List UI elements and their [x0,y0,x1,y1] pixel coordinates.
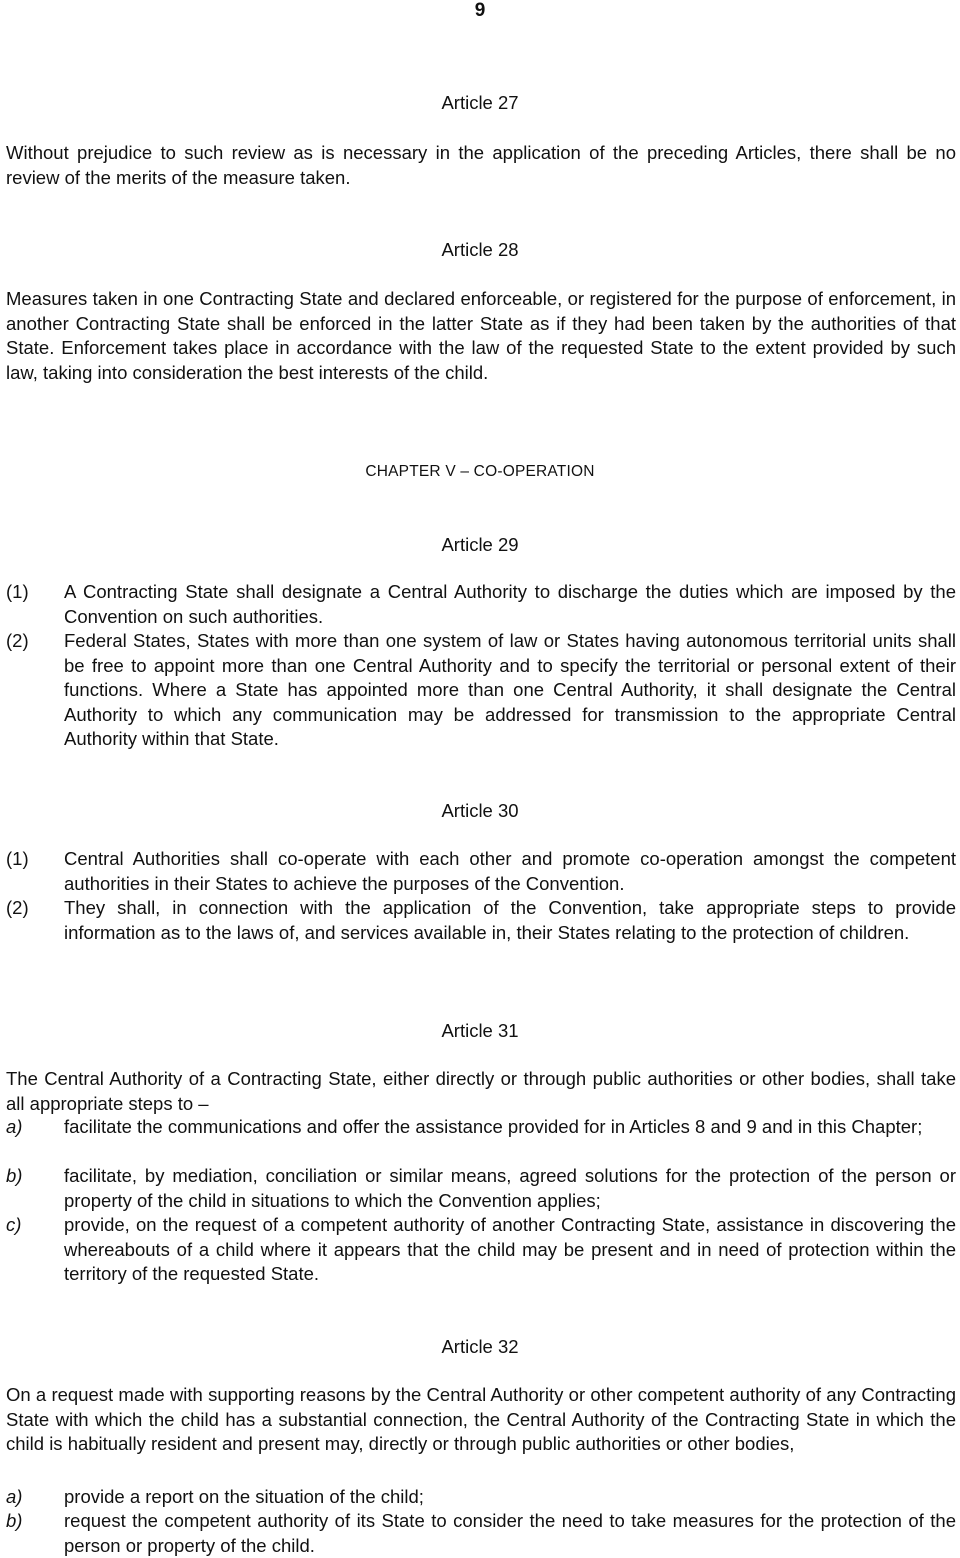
item-marker: (1) [6,848,29,869]
article-30-heading: Article 30 [441,800,519,821]
item-text: facilitate the communications and offer the assistance provided for in Articles 8 and 9 and in this Chapter; [64,1116,923,1137]
article-28-heading: Article 28 [441,239,519,260]
article-31-intro: The Central Authority of a Contracting State, either directly or through public authorities or other bodies, shall take all appropriate steps to – [6,1068,956,1114]
article-30-item-2 [6,896,956,945]
article-32-heading: Article 32 [441,1336,519,1357]
item-text: Central Authorities shall co-operate with each other and promote co-operation amongst the competent authorities in their States to achieve the purposes of the Convention. [64,848,956,894]
item-text: They shall, in connection with the application of the Convention, take appropriate steps to provide information as to the laws of, and services available in, their States relating to the protection of children. [64,897,956,943]
article-32-intro: On a request made with supporting reasons by the Central Authority or other competent authority of any Contracting State with which the child has a substantial connection, the Central Authority of the Contracting State in which the child is habitually resident and present may, directly or through public authorities or other bodies, [6,1384,956,1455]
item-text: facilitate, by mediation, conciliation or similar means, agreed solutions for the protection of the person or property of the child in situations to which the Convention applies; [64,1165,956,1211]
item-marker: (2) [6,897,29,918]
item-text: A Contracting State shall designate a Central Authority to discharge the duties which are imposed by the Convention on such authorities. [64,581,956,627]
chapter-heading: CHAPTER V – CO-OPERATION [365,463,595,480]
article-31-item-a [6,1115,956,1140]
item-text: provide, on the request of a competent authority of another Contracting State, assistance in discovering the whereabouts of a child where it appears that the child may be present and in need of protection within the territory of the requested State. [64,1214,956,1285]
article-28-body: Measures taken in one Contracting State and declared enforceable, or registered for the purpose of enforcement, in another Contracting State shall be enforced in the latter State as if they had been taken by the authorities of that State. Enforcement takes place in accordance with the law of the requested State to the extent provided by such law, taking into consideration the best interests of the child. [6,288,956,383]
item-text: request the competent authority of its State to consider the need to take measures for the protection of the person or property of the child. [64,1510,956,1556]
article-27-body: Without prejudice to such review as is necessary in the application of the preceding Articles, there shall be no review of the merits of the measure taken. [6,142,956,188]
item-text: Federal States, States with more than one system of law or States having autonomous territorial units shall be free to appoint more than one Central Authority and to specify the territorial or personal extent of their functions. Where a State has appointed more than one Central Authority, it shall designate the Central Authority to which any communication may be addressed for transmission to the appropriate Central Authority within that State. [64,630,956,750]
item-marker: a) [6,1486,23,1507]
item-marker: b) [6,1165,23,1186]
item-marker: (2) [6,630,29,651]
article-29-item-2 [6,629,956,752]
item-marker: (1) [6,581,29,602]
item-text: provide a report on the situation of the child; [64,1486,424,1507]
article-32-item-b [6,1509,956,1558]
page-number: 9 [474,0,486,21]
article-27-heading: Article 27 [441,92,519,113]
article-30-item-1 [6,847,956,896]
article-31-heading: Article 31 [441,1020,519,1041]
item-marker: c) [6,1214,22,1235]
article-31-item-b [6,1164,956,1213]
article-31-item-c [6,1213,956,1287]
item-marker: b) [6,1510,23,1531]
article-29-item-1 [6,580,956,629]
article-29-heading: Article 29 [441,534,519,555]
item-marker: a) [6,1116,23,1137]
article-32-item-a [6,1485,956,1510]
